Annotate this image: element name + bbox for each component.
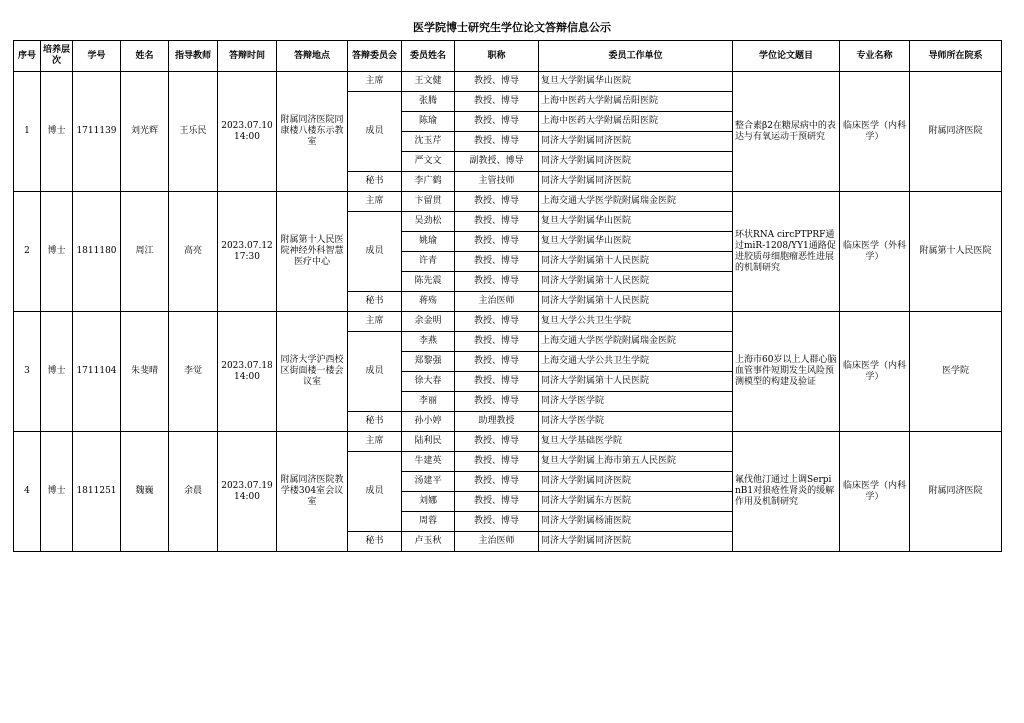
header-row xyxy=(14,41,1002,72)
col-header-place: 答辩地点 xyxy=(277,41,348,72)
table-row xyxy=(14,432,1002,452)
member-title: 教授、博导 xyxy=(455,132,539,152)
col-header-member-unit: 委员工作单位 xyxy=(539,41,733,72)
training-level: 博士 xyxy=(41,312,73,432)
member-title: 教授、博导 xyxy=(455,432,539,452)
committee-role: 主席 xyxy=(348,432,402,452)
member-name: 李燕 xyxy=(402,332,455,352)
committee-role: 成员 xyxy=(348,92,402,172)
committee-role: 秘书 xyxy=(348,532,402,552)
member-name: 吴劲松 xyxy=(402,212,455,232)
member-name: 陈先震 xyxy=(402,272,455,292)
member-unit: 同济大学附属同济医院 xyxy=(539,172,733,192)
defense-place: 附属第十人民医院神经外科智慧医疗中心 xyxy=(277,192,348,312)
member-unit: 同济大学附属东方医院 xyxy=(539,492,733,512)
member-unit: 同济大学附属同济医院 xyxy=(539,532,733,552)
member-title: 副教授、博导 xyxy=(455,152,539,172)
student-id: 1711139 xyxy=(73,72,121,192)
member-name: 郑黎强 xyxy=(402,352,455,372)
member-name: 沈玉芹 xyxy=(402,132,455,152)
member-title: 教授、博导 xyxy=(455,372,539,392)
thesis-title: 整合素β2在糖尿病中的表达与有氧运动干预研究 xyxy=(733,72,840,192)
member-title: 教授、博导 xyxy=(455,352,539,372)
member-title: 教授、博导 xyxy=(455,452,539,472)
col-header-major: 专业名称 xyxy=(840,41,910,72)
col-header-advisor: 指导教师 xyxy=(169,41,218,72)
member-name: 刘娜 xyxy=(402,492,455,512)
committee-role: 成员 xyxy=(348,452,402,532)
member-name: 汤建平 xyxy=(402,472,455,492)
member-title: 教授、博导 xyxy=(455,392,539,412)
col-header-level: 培养层次 xyxy=(41,41,73,72)
defense-time: 2023.07.18 14:00 xyxy=(218,312,277,432)
table-row xyxy=(14,72,1002,92)
student-id: 1811251 xyxy=(73,432,121,552)
major-name: 临床医学（外科学） xyxy=(840,192,910,312)
member-title: 教授、博导 xyxy=(455,112,539,132)
member-title: 助理教授 xyxy=(455,412,539,432)
member-name: 孙小婷 xyxy=(402,412,455,432)
defense-info-table xyxy=(13,40,1002,552)
member-name: 蒋殇 xyxy=(402,292,455,312)
defense-time: 2023.07.12 17:30 xyxy=(218,192,277,312)
advisor-name: 王乐民 xyxy=(169,72,218,192)
col-header-time: 答辩时间 xyxy=(218,41,277,72)
student-name: 刘光辉 xyxy=(121,72,169,192)
thesis-title: 上海市60岁以上人群心脑血管事件短期发生风险预测模型的构建及验证 xyxy=(733,312,840,432)
defense-time: 2023.07.19 14:00 xyxy=(218,432,277,552)
member-unit: 复旦大学基础医学院 xyxy=(539,432,733,452)
student-id: 1811180 xyxy=(73,192,121,312)
member-unit: 复旦大学附属华山医院 xyxy=(539,212,733,232)
defense-place: 附属同济医院同康楼八楼东示教室 xyxy=(277,72,348,192)
member-name: 陆利民 xyxy=(402,432,455,452)
member-title: 教授、博导 xyxy=(455,252,539,272)
member-title: 教授、博导 xyxy=(455,512,539,532)
member-name: 徐大春 xyxy=(402,372,455,392)
training-level: 博士 xyxy=(41,432,73,552)
member-title: 主治医师 xyxy=(455,532,539,552)
member-unit: 上海交通大学公共卫生学院 xyxy=(539,352,733,372)
student-name: 魏巍 xyxy=(121,432,169,552)
member-name: 王文健 xyxy=(402,72,455,92)
committee-role: 秘书 xyxy=(348,292,402,312)
record-number: 4 xyxy=(14,432,41,552)
advisor-name: 余晨 xyxy=(169,432,218,552)
col-header-member-title: 职称 xyxy=(455,41,539,72)
member-title: 教授、博导 xyxy=(455,472,539,492)
page-title: 医学院博士研究生学位论文答辩信息公示 xyxy=(413,21,611,34)
member-title: 主治医师 xyxy=(455,292,539,312)
member-title: 教授、博导 xyxy=(455,492,539,512)
member-unit: 同济大学附属同济医院 xyxy=(539,132,733,152)
member-unit: 上海交通大学医学院附属瑞金医院 xyxy=(539,192,733,212)
advisor-department: 附属同济医院 xyxy=(910,72,1002,192)
member-title: 教授、博导 xyxy=(455,192,539,212)
training-level: 博士 xyxy=(41,72,73,192)
member-unit: 上海中医药大学附属岳阳医院 xyxy=(539,112,733,132)
member-name: 张腾 xyxy=(402,92,455,112)
committee-role: 成员 xyxy=(348,332,402,412)
table-row xyxy=(14,312,1002,332)
member-name: 卞留贯 xyxy=(402,192,455,212)
col-header-member-name: 委员姓名 xyxy=(402,41,455,72)
thesis-title: 氟伐他汀通过上调SerpinB1对狼疮性肾炎的缓解作用及机制研究 xyxy=(733,432,840,552)
student-id: 1711104 xyxy=(73,312,121,432)
member-title: 教授、博导 xyxy=(455,272,539,292)
member-unit: 同济大学附属第十人民医院 xyxy=(539,252,733,272)
member-name: 周蓉 xyxy=(402,512,455,532)
member-name: 严文文 xyxy=(402,152,455,172)
student-name: 周江 xyxy=(121,192,169,312)
member-unit: 同济大学附属第十人民医院 xyxy=(539,372,733,392)
member-name: 许青 xyxy=(402,252,455,272)
member-name: 李丽 xyxy=(402,392,455,412)
member-name: 余金明 xyxy=(402,312,455,332)
student-name: 朱斐晴 xyxy=(121,312,169,432)
member-name: 卢玉秋 xyxy=(402,532,455,552)
committee-role: 主席 xyxy=(348,312,402,332)
defense-place: 同济大学沪西校区街面楼一楼会议室 xyxy=(277,312,348,432)
member-unit: 复旦大学附属华山医院 xyxy=(539,72,733,92)
member-unit: 同济大学医学院 xyxy=(539,412,733,432)
member-title: 教授、博导 xyxy=(455,232,539,252)
member-title: 教授、博导 xyxy=(455,212,539,232)
member-unit: 同济大学附属同济医院 xyxy=(539,152,733,172)
member-unit: 上海中医药大学附属岳阳医院 xyxy=(539,92,733,112)
member-title: 主管技师 xyxy=(455,172,539,192)
member-unit: 同济大学附属同济医院 xyxy=(539,472,733,492)
col-header-thesis: 学位论文题目 xyxy=(733,41,840,72)
member-title: 教授、博导 xyxy=(455,92,539,112)
committee-role: 主席 xyxy=(348,72,402,92)
defense-time: 2023.07.10 14:00 xyxy=(218,72,277,192)
member-name: 牛建英 xyxy=(402,452,455,472)
member-title: 教授、博导 xyxy=(455,312,539,332)
member-unit: 同济大学医学院 xyxy=(539,392,733,412)
committee-role: 主席 xyxy=(348,192,402,212)
advisor-department: 附属第十人民医院 xyxy=(910,192,1002,312)
member-unit: 上海交通大学医学院附属瑞金医院 xyxy=(539,332,733,352)
advisor-department: 医学院 xyxy=(910,312,1002,432)
record-number: 3 xyxy=(14,312,41,432)
member-name: 李广鹤 xyxy=(402,172,455,192)
thesis-title: 环状RNA circPTPRF通过miR-1208/YY1通路促进胶质母细胞瘤恶性进展的机制研究 xyxy=(733,192,840,312)
committee-role: 成员 xyxy=(348,212,402,292)
col-header-student-id: 学号 xyxy=(73,41,121,72)
col-header-advisor-dept: 导师所在院系 xyxy=(910,41,1002,72)
advisor-name: 高亮 xyxy=(169,192,218,312)
committee-role: 秘书 xyxy=(348,172,402,192)
table-row xyxy=(14,192,1002,212)
member-unit: 复旦大学公共卫生学院 xyxy=(539,312,733,332)
member-unit: 同济大学附属第十人民医院 xyxy=(539,292,733,312)
member-title: 教授、博导 xyxy=(455,332,539,352)
defense-place: 附属同济医院教学楼304室会议室 xyxy=(277,432,348,552)
record-number: 2 xyxy=(14,192,41,312)
col-header-name: 姓名 xyxy=(121,41,169,72)
record-number: 1 xyxy=(14,72,41,192)
major-name: 临床医学（内科学） xyxy=(840,312,910,432)
member-unit: 同济大学附属第十人民医院 xyxy=(539,272,733,292)
committee-role: 秘书 xyxy=(348,412,402,432)
col-header-no: 序号 xyxy=(14,41,41,72)
advisor-department: 附属同济医院 xyxy=(910,432,1002,552)
member-title: 教授、博导 xyxy=(455,72,539,92)
major-name: 临床医学（内科学） xyxy=(840,432,910,552)
col-header-committee: 答辩委员会 xyxy=(348,41,402,72)
major-name: 临床医学（内科学） xyxy=(840,72,910,192)
member-unit: 同济大学附属杨浦医院 xyxy=(539,512,733,532)
training-level: 博士 xyxy=(41,192,73,312)
member-name: 陈瑜 xyxy=(402,112,455,132)
member-name: 姚瑜 xyxy=(402,232,455,252)
member-unit: 复旦大学附属上海市第五人民医院 xyxy=(539,452,733,472)
advisor-name: 李觉 xyxy=(169,312,218,432)
table-body xyxy=(14,72,1002,552)
member-unit: 复旦大学附属华山医院 xyxy=(539,232,733,252)
